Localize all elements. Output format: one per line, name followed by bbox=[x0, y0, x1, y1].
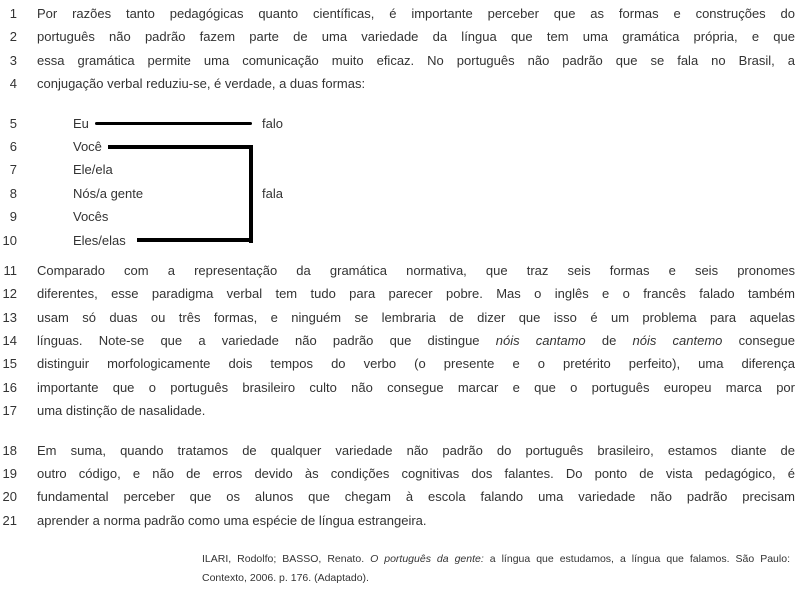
paragraph-p3 bbox=[0, 439, 801, 533]
line-text bbox=[37, 205, 795, 228]
conjugation-diagram bbox=[0, 112, 801, 252]
text-line bbox=[0, 2, 801, 25]
text-segment: a língua que estudamos, a língua que falamos. São Paulo: bbox=[483, 553, 790, 566]
line-text bbox=[37, 439, 795, 462]
line-number: 21 bbox=[2, 512, 17, 528]
text-line bbox=[0, 352, 801, 375]
line-text bbox=[37, 2, 795, 25]
diagram-rows bbox=[0, 112, 801, 252]
line-number: 10 bbox=[2, 232, 17, 248]
verb-fala-label: fala bbox=[262, 185, 283, 201]
text-line bbox=[0, 509, 801, 532]
text-segment: usam só duas ou três formas, e ninguém se lembraria de dizer que isso é um problema para aquelas bbox=[37, 309, 795, 325]
line-number: 9 bbox=[9, 209, 17, 225]
line-number: 20 bbox=[2, 489, 17, 505]
text-segment: uma distinção de nasalidade. bbox=[37, 403, 206, 419]
line-number: 3 bbox=[9, 52, 17, 68]
bracket-vertical-line bbox=[249, 145, 253, 243]
text-line bbox=[0, 72, 801, 95]
pronoun-label: Nós/a gente bbox=[73, 185, 144, 201]
text-segment: conjugação verbal reduziu-se, é verdade, a duas formas: bbox=[37, 76, 366, 92]
line-text bbox=[37, 329, 795, 352]
text-segment: Por razões tanto pedagógicas quanto científicas, é importante perceber que as formas e construções do bbox=[37, 6, 795, 21]
line-number: 13 bbox=[2, 309, 17, 325]
verb-falo-label: falo bbox=[262, 115, 283, 131]
line-text bbox=[37, 282, 795, 305]
line-number: 17 bbox=[2, 403, 17, 419]
text-segment: fundamental perceber que os alunos que chegam à escola falando uma variedade não padrão precisam bbox=[37, 489, 795, 505]
connector-line-eu-falo bbox=[95, 122, 252, 126]
line-number: 18 bbox=[2, 442, 17, 458]
text-segment: essa gramática permite uma comunicação muito eficaz. No português não padrão que se fala no Brasil, a bbox=[37, 52, 795, 68]
text-segment: português não padrão fazem parte de uma variedade da língua que tem uma gramática própria, e que bbox=[37, 29, 795, 45]
line-number: 4 bbox=[9, 76, 17, 92]
text-line bbox=[0, 439, 801, 462]
line-number: 19 bbox=[2, 466, 17, 482]
line-text bbox=[37, 376, 795, 399]
bracket-bottom-line bbox=[137, 238, 253, 242]
text-line bbox=[0, 376, 801, 399]
text-segment: distinguir morfologicamente dois tempos do verbo (o presente e o pretérito perfeito), uma diferença bbox=[37, 356, 795, 372]
citation-line-2 bbox=[202, 569, 790, 588]
diagram-row bbox=[0, 158, 801, 181]
text-line bbox=[0, 306, 801, 329]
text-segment: consegue bbox=[722, 333, 795, 349]
diagram-row bbox=[0, 229, 801, 252]
line-text bbox=[37, 462, 795, 485]
line-text bbox=[37, 158, 795, 181]
line-text bbox=[37, 49, 795, 72]
line-text bbox=[37, 25, 795, 48]
line-number: 11 bbox=[3, 262, 17, 278]
line-text bbox=[37, 259, 795, 282]
pronoun-label: Eu bbox=[73, 115, 89, 131]
text-segment: Comparado com a representação da gramática normativa, que traz seis formas e seis pronomes bbox=[37, 262, 795, 278]
italic-phrase: nóis cantemo bbox=[632, 333, 723, 349]
text-line bbox=[0, 49, 801, 72]
line-text bbox=[37, 182, 795, 205]
text-segment: importante que o português brasileiro culto não consegue marcar e que o português europeu marca por bbox=[37, 379, 795, 395]
citation bbox=[202, 550, 790, 588]
text-line bbox=[0, 282, 801, 305]
italic-phrase: O português da gente: bbox=[370, 553, 484, 566]
line-number: 6 bbox=[9, 138, 17, 154]
line-number: 5 bbox=[9, 115, 17, 131]
line-number: 8 bbox=[9, 185, 17, 201]
line-number: 15 bbox=[2, 356, 17, 372]
line-text bbox=[37, 306, 795, 329]
text-line bbox=[0, 25, 801, 48]
bracket-top-line bbox=[108, 145, 253, 149]
line-text bbox=[37, 509, 795, 532]
diagram-row bbox=[0, 182, 801, 205]
citation-line-1 bbox=[202, 550, 790, 569]
pronoun-label: Você bbox=[73, 138, 102, 154]
line-number: 14 bbox=[2, 333, 17, 349]
pronoun-label: Eles/elas bbox=[73, 232, 126, 248]
italic-phrase: nóis cantamo bbox=[495, 333, 586, 349]
text-segment: outro código, e não de erros devido às condições cognitivas dos falantes. Do ponto de vista pedagógico, é bbox=[37, 466, 795, 482]
text-segment: Em suma, quando tratamos de qualquer variedade não padrão do português brasileiro, estamos diante de bbox=[37, 442, 795, 458]
text-line bbox=[0, 462, 801, 485]
text-line bbox=[0, 485, 801, 508]
text-line bbox=[0, 399, 801, 422]
line-text bbox=[37, 485, 795, 508]
paragraph-p2 bbox=[0, 259, 801, 423]
diagram-row bbox=[0, 205, 801, 228]
pronoun-label: Ele/ela bbox=[73, 162, 113, 178]
line-number: 7 bbox=[9, 162, 17, 178]
line-text bbox=[37, 72, 795, 95]
line-text bbox=[37, 399, 795, 422]
text-segment: diferentes, esse paradigma verbal tem tudo para parecer pobre. Mas o inglês e o francês falado também bbox=[37, 286, 795, 302]
text-segment: Contexto, 2006. p. 176. (Adaptado). bbox=[202, 572, 369, 585]
text-segment: ILARI, Rodolfo; BASSO, Renato. bbox=[202, 553, 371, 566]
line-number: 1 bbox=[9, 6, 17, 21]
line-number: 2 bbox=[9, 29, 17, 45]
text-line bbox=[0, 259, 801, 282]
line-number: 12 bbox=[2, 286, 17, 302]
paragraph-p1 bbox=[0, 2, 801, 96]
text-segment: aprender a norma padrão como uma espécie de língua estrangeira. bbox=[37, 512, 427, 528]
text-segment: de bbox=[585, 333, 633, 349]
pronoun-label: Vocês bbox=[73, 209, 109, 225]
line-text bbox=[37, 352, 795, 375]
line-number: 16 bbox=[2, 379, 17, 395]
text-line bbox=[0, 329, 801, 352]
text-segment: línguas. Note-se que a variedade não padrão que distingue bbox=[37, 333, 496, 349]
